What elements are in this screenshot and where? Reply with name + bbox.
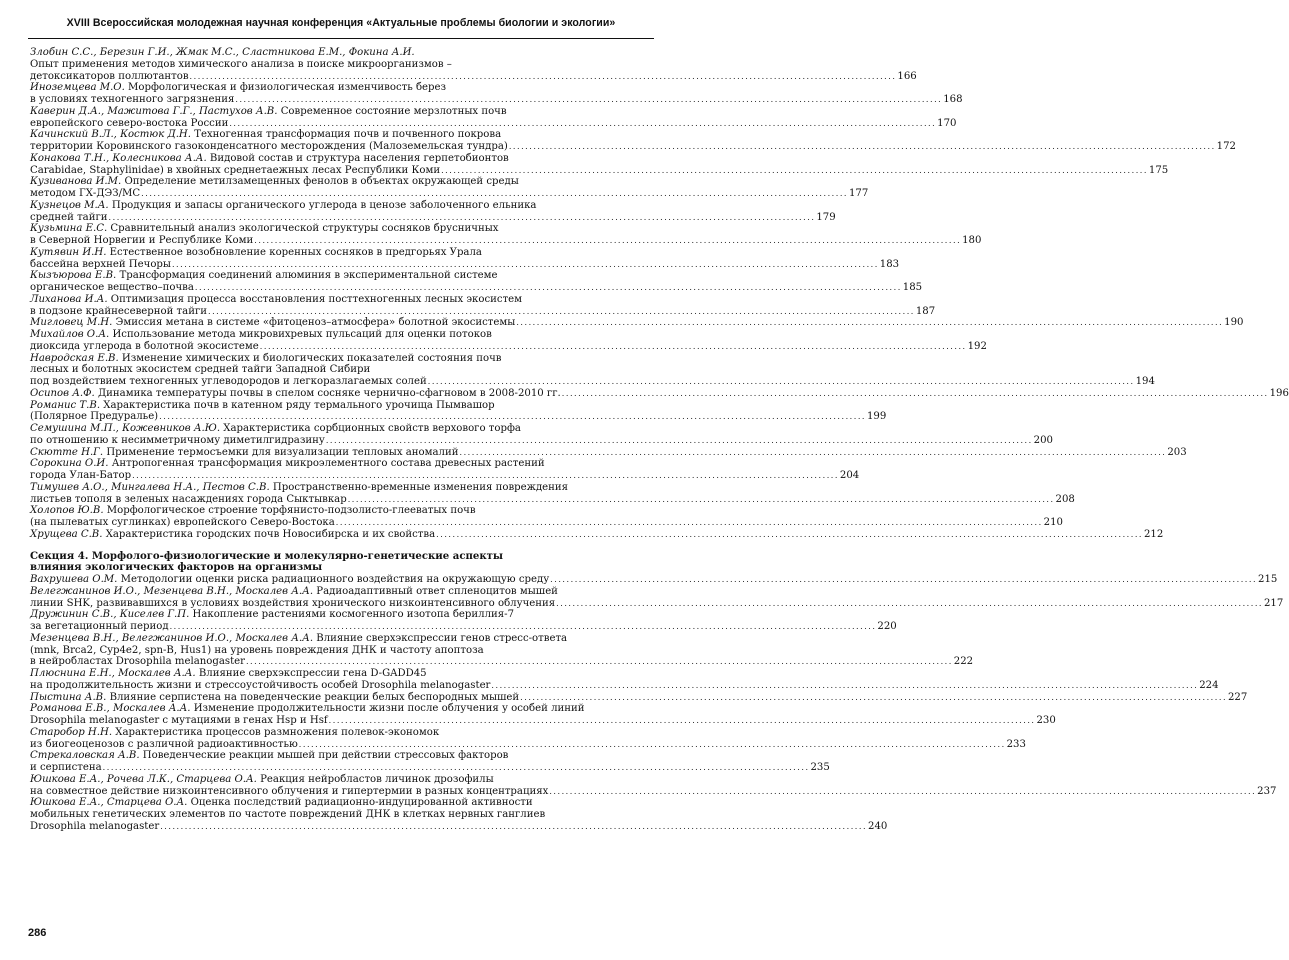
- table-of-contents: [30, 47, 1289, 833]
- entry-title-start: Естественное возобновление коренных сосняков в предгорьях Урала: [109, 246, 482, 258]
- entry-page: 222: [953, 656, 974, 668]
- entry-title-start: Современное состояние мерзлотных почв: [280, 105, 507, 117]
- entry-title-end: средней тайги: [30, 211, 108, 223]
- entry-page: 175: [1148, 164, 1169, 176]
- entry-last-line: [30, 785, 1277, 798]
- entry-title: Применение термосъемки для визуализации тепловых аномалий: [106, 446, 459, 458]
- entry-title-start: Поведенческие реакции мышей при действии стрессовых факторов: [142, 750, 509, 762]
- leader-dots: [229, 118, 934, 130]
- entry-last-line: [30, 376, 1155, 388]
- entry-title-start: Пространственно-временные изменения повреждения: [272, 481, 569, 493]
- entry-first-line: [30, 458, 652, 470]
- entry-title-end: методом ГХ-ДЭЗ/МС: [30, 188, 141, 199]
- entry-title-end: линии SHK, развивавшихся в условиях воздействия хронического низкоинтенсивного облучения: [30, 597, 556, 609]
- entry-first-line: [30, 47, 652, 59]
- leader-dots: [436, 529, 1141, 541]
- entry-authors: Велегжанинов И.О., Мезенцева В.Н., Москалев А.А.: [30, 585, 314, 597]
- entry-first-line: [30, 247, 652, 259]
- leader-dots: [329, 715, 1034, 727]
- entry-title-start: Радиоадаптивный ответ спленоцитов мышей: [316, 585, 558, 597]
- entry-last-line: [30, 164, 1169, 177]
- toc-entry: [30, 446, 1187, 459]
- entry-first-line: [30, 750, 652, 762]
- entry-authors: Старобор Н.Н.: [30, 726, 113, 738]
- entry-title-wrap: [30, 574, 549, 586]
- leader-dots: [549, 786, 1254, 798]
- toc-entry: [30, 423, 1053, 447]
- leader-dots: [509, 141, 1214, 153]
- entry-page: 217: [1263, 597, 1284, 609]
- entry-first-line: [30, 586, 652, 598]
- entry-title-end: органическое вещество–почва: [30, 282, 194, 293]
- leader-dots: [428, 376, 1133, 388]
- entry-page: 168: [943, 94, 963, 105]
- entry-authors: Вахрушева О.М.: [30, 574, 118, 585]
- entry-title-start: Трансформация соединений алюминия в экспериментальной системе: [119, 270, 498, 282]
- entry-authors: Юшкова Е.А., Рочева Л.К., Старцева О.А.: [30, 773, 257, 785]
- toc-part-1: [30, 47, 1289, 541]
- entry-title-end: и серпистена: [30, 762, 102, 773]
- leader-dots: [441, 165, 1146, 177]
- toc-entry: [30, 47, 917, 82]
- entry-authors: Кузьмина Е.С.: [30, 223, 108, 235]
- entry-page: 204: [839, 470, 860, 481]
- leader-dots: [520, 692, 1225, 704]
- entry-title-start: Оптимизация процесса восстановления посттехногенных лесных экосистем: [110, 293, 523, 305]
- entry-first-line: [30, 609, 652, 621]
- entry-last-line: [30, 305, 936, 318]
- page-number: 286: [28, 927, 47, 939]
- entry-page: 235: [810, 762, 830, 773]
- entry-title-start: Влияние сверхэкспрессии гена D-GADD45: [198, 668, 427, 679]
- entry-title-start: Изменение химических и биологических показателей состояния почв: [121, 352, 502, 364]
- entry-page: 210: [1043, 517, 1063, 528]
- entry-first-line: [30, 505, 652, 517]
- entry-first-line: [30, 200, 652, 212]
- entry-page: 194: [1135, 376, 1155, 387]
- toc-entry: [30, 668, 1219, 692]
- leader-dots: [556, 598, 1261, 610]
- entry-title-end: в подзоне крайнесеверной тайги: [30, 305, 207, 317]
- entry-title-line: [30, 446, 1187, 459]
- entry-title-line: [30, 528, 1164, 541]
- entry-first-line: [30, 270, 652, 282]
- toc-entry: [30, 574, 1278, 586]
- entry-authors: Скютте Н.Г.: [30, 446, 104, 458]
- entry-last-line: [30, 340, 987, 353]
- entry-first-line: [30, 176, 652, 188]
- entry-last-line: [30, 656, 974, 668]
- leader-dots: [260, 341, 965, 353]
- entry-title-end: за вегетационный период: [30, 621, 169, 632]
- leader-dots: [109, 212, 814, 224]
- entry-title-end: детоксикаторов поллютантов: [30, 70, 189, 82]
- entry-last-line: [30, 762, 830, 774]
- entry-title-end: Drosophila melanogaster с мутациями в генах Hsp и Hsf: [30, 715, 328, 726]
- leader-dots: [550, 574, 1255, 586]
- entry-title-line: [30, 387, 1289, 400]
- entry-title-start: Техногенная трансформация почв и почвенного покрова: [194, 129, 502, 141]
- toc-entry: [30, 505, 1063, 529]
- leader-dots: [195, 282, 900, 294]
- entry-authors: Романова Е.В., Москалев А.А.: [30, 703, 191, 715]
- section-heading: [30, 551, 652, 575]
- section-title-line-1: Секция 4. Морфолого-физиологические и молекулярно-генетические аспекты: [30, 549, 504, 562]
- leader-dots: [326, 435, 1031, 447]
- toc-entry: [30, 585, 1284, 610]
- entry-last-line: [30, 117, 957, 130]
- entry-title-end: города Улан-Батор: [30, 470, 132, 481]
- entry-last-line: [30, 235, 982, 247]
- entry-title-wrap: [30, 317, 515, 329]
- entry-page: 190: [1224, 317, 1244, 329]
- entry-authors: Юшкова Е.А., Старцева О.А.: [30, 797, 188, 809]
- entry-title-start: Антропогенная трансформация микроэлементного состава древесных растений: [111, 458, 545, 470]
- entry-authors: Иноземцева М.О.: [30, 82, 125, 94]
- toc-entry: [30, 632, 974, 668]
- entry-last-line: [30, 94, 963, 106]
- entry-first-line: [30, 703, 652, 715]
- entry-authors: Злобин С.С., Березин Г.И., Жмак М.С., Сластникова Е.М., Фокина А.И.: [30, 47, 415, 58]
- entry-page: 240: [868, 820, 888, 832]
- entry-title-start: Изменение продолжительности жизни после облучения у особей линий: [193, 703, 585, 715]
- entry-title-start: Накопление растениями космогенного изотопа бериллия-7: [192, 609, 515, 621]
- leader-dots: [246, 656, 951, 668]
- entry-title-start: Морфологическое строение торфянисто-подзолисто-глееватых почв: [106, 505, 476, 517]
- entry-page: 203: [1167, 446, 1187, 458]
- entry-title-start: Реакция нейробластов личинок дрозофилы: [260, 773, 494, 785]
- toc-entry: [30, 773, 1277, 798]
- entry-first-line: [30, 153, 652, 165]
- entry-last-line: [30, 282, 923, 294]
- entry-title-end: (на пылеватых суглинках) европейского Северо-Востока: [30, 517, 335, 528]
- entry-last-line: [30, 738, 1026, 751]
- entry-last-line: [30, 493, 1075, 506]
- toc-entry: [30, 270, 923, 294]
- entry-authors: Хрущева С.В.: [30, 528, 103, 540]
- entry-page: 200: [1033, 434, 1053, 446]
- leader-dots: [103, 762, 808, 774]
- entry-last-line: [30, 470, 860, 482]
- entry-authors: Сорокина О.И.: [30, 458, 109, 470]
- leader-dots: [562, 388, 1267, 400]
- entry-authors: Семушина М.П., Кожевников А.Ю.: [30, 423, 221, 434]
- toc-entry: [30, 726, 1026, 751]
- entry-title-start: Определение метилзамещенных фенолов в объектах окружающей среды: [124, 176, 519, 188]
- entry-authors: Осипов А.Ф.: [30, 387, 95, 399]
- entry-title-start: Оценка последствий радиационно-индуцированной активности: [190, 797, 533, 809]
- entry-last-line: [30, 258, 900, 271]
- entry-title-end: Drosophila melanogaster: [30, 820, 160, 832]
- entry-last-line: [30, 597, 1284, 610]
- entry-page: 170: [937, 117, 957, 129]
- entry-page: 180: [962, 235, 982, 246]
- leader-dots: [170, 621, 875, 633]
- entry-last-line: [30, 679, 1219, 692]
- toc-entry: [30, 246, 900, 271]
- entry-title-end: в условиях техногенного загрязнения: [30, 94, 235, 105]
- entry-page: 166: [897, 70, 917, 82]
- entry-title-end: на совместное действие низкоинтенсивного облучения и гипертермии в разных концентрациях: [30, 785, 549, 797]
- entry-authors: Мезенцева В.Н., Велегжанинов И.О., Москалев А.А.: [30, 632, 314, 644]
- entry-authors: Мигловец М.Н.: [30, 317, 113, 329]
- toc-entry: [30, 176, 869, 200]
- entry-authors: Плюснина Е.Н., Москалев А.А.: [30, 668, 196, 679]
- entry-title-wrap: [30, 447, 459, 459]
- entry-authors: Михайлов О.А.: [30, 329, 110, 340]
- leader-dots: [132, 470, 837, 482]
- entry-first-line: [30, 423, 652, 435]
- entry-title-wrap: [30, 692, 519, 704]
- entry-authors: Навродская Е.В.: [30, 352, 119, 364]
- entry-title: Динамика температуры почвы в спелом сосняке чернично-сфагновом в 2008-2010 гг.: [97, 387, 561, 399]
- entry-authors: Кузнецов М.А.: [30, 199, 109, 211]
- entry-page: 179: [816, 211, 836, 223]
- leader-dots: [254, 235, 959, 247]
- entry-title-end: под воздействием техногенных углеводородов и легкоразлагаемых солей: [30, 376, 427, 387]
- entry-page: 172: [1216, 141, 1236, 152]
- entry-title-start: Использование метода микровихревых пульсаций для оценки потоков: [112, 329, 492, 340]
- entry-title: Влияние серпистена на поведенческие реакции белых беспородных мышей: [109, 691, 520, 703]
- entry-title-end: (Полярное Предуралье): [30, 411, 159, 423]
- entry-last-line: [30, 141, 1236, 153]
- entry-title-wrap: [30, 529, 435, 541]
- entry-title-end: в нейробластах Drosophila melanogaster: [30, 656, 245, 668]
- leader-dots: [160, 821, 865, 833]
- entry-authors: Лиханова И.А.: [30, 293, 108, 305]
- toc-entry: [30, 199, 836, 224]
- entry-title-start: Характеристика процессов размножения полевок-экономок: [115, 726, 440, 738]
- entry-authors: Пыстина А.В.: [30, 691, 107, 703]
- entry-page: 196: [1269, 387, 1289, 399]
- entry-first-line: [30, 223, 652, 235]
- entry-first-line: [30, 82, 652, 94]
- leader-dots: [190, 71, 895, 83]
- entry-title-end: из биогеоценозов с различной радиоактивностью: [30, 738, 298, 750]
- entry-title-start: Сравнительный анализ экологической структуры сосняков брусничных: [110, 223, 499, 235]
- entry-page: 177: [848, 188, 869, 199]
- entry-title: Характеристика городских почв Новосибирска и их свойства: [105, 528, 436, 540]
- entry-title-end: Carabidae, Staphylinidae) в хвойных среднетаежных лесах Республики Коми: [30, 164, 441, 176]
- entry-first-line: [30, 106, 652, 118]
- header-rule: [28, 38, 654, 39]
- toc-entry: [30, 750, 830, 774]
- toc-entry: [30, 152, 1169, 177]
- toc-entry: [30, 399, 887, 424]
- entry-title-start: Видовой состав и структура населения герпетобионтов: [209, 152, 509, 164]
- entry-title-end: территории Коровинского газоконденсатного месторождения (Малоземельская тундра): [30, 141, 508, 152]
- leader-dots: [141, 188, 846, 200]
- entry-title-end: диоксида углерода в болотной экосистеме: [30, 340, 259, 352]
- toc-entry: [30, 797, 888, 832]
- entry-last-line: [30, 517, 1063, 529]
- entry-authors: Качинский В.Л., Костюк Д.Н.: [30, 129, 191, 141]
- entry-last-line: [30, 70, 917, 83]
- leader-dots: [491, 680, 1196, 692]
- leader-dots: [299, 739, 1004, 751]
- entry-title-line: мобильных генетических элементов по частоте повреждений ДНК в клетках нервных ганглиев: [30, 809, 546, 820]
- entry-authors: Стрекаловская А.В.: [30, 750, 140, 762]
- entry-page: 212: [1143, 528, 1164, 540]
- entry-title: Эмиссия метана в системе «фитоценоз–атмосфера» болотной экосистемы: [115, 317, 516, 329]
- entry-page: 183: [879, 258, 900, 270]
- entry-title-line: Опыт применения методов химического анализа в поиске микроорганизмов –: [30, 58, 452, 70]
- entry-title-end: бассейна верхней Печоры: [30, 258, 171, 270]
- entry-authors: Тимушев А.О., Мингалева Н.А., Пестов С.В.: [30, 481, 270, 493]
- entry-authors: Дружинин С.В., Киселев Г.П.: [30, 609, 190, 621]
- entry-title-wrap: [30, 388, 561, 400]
- toc-entry: [30, 458, 860, 482]
- entry-title-end: на продолжительность жизни и стрессоустойчивость особей Drosophila melanogaster: [30, 679, 491, 691]
- toc-entry: [30, 82, 963, 106]
- entry-title-line: лесных и болотных экосистем средней тайги Западной Сибири: [30, 364, 371, 376]
- toc-entry: [30, 129, 1236, 153]
- entry-first-line: [30, 797, 652, 809]
- entry-title-end: в Северной Норвегии и Республике Коми: [30, 235, 254, 246]
- entry-first-line: [30, 774, 652, 786]
- entry-title: Методологии оценки риска радиационного воздействия на окружающую среду: [120, 574, 550, 585]
- entry-last-line: [30, 411, 887, 423]
- entry-title-line: [30, 317, 1244, 329]
- toc-entry: [30, 105, 957, 130]
- entry-first-line: [30, 727, 652, 739]
- entry-authors: Кузиванова И.М.: [30, 176, 122, 188]
- entry-title-start: Продукция и запасы органического углерода в ценозе заболоченного ельника: [111, 199, 537, 211]
- entry-authors: Каверин Д.А., Мажитова Г.Г., Пастухов А.В.: [30, 105, 278, 117]
- toc-entry: [30, 609, 897, 633]
- entry-page: 233: [1006, 738, 1026, 750]
- entry-authors: Романис Т.В.: [30, 399, 101, 411]
- entry-last-line: [30, 820, 888, 833]
- entry-page: 185: [902, 282, 923, 293]
- toc-entry: [30, 293, 936, 318]
- entry-authors: Холопов Ю.В.: [30, 505, 104, 517]
- leader-dots: [235, 94, 940, 106]
- entry-last-line: [30, 434, 1053, 447]
- entry-title-start: Морфологическая и физиологическая изменчивость берез: [128, 82, 447, 94]
- entry-title-end: по отношению к несимметричному диметилгидразину: [30, 434, 325, 446]
- toc-part-2: [30, 574, 1284, 833]
- toc-entry: [30, 691, 1248, 704]
- entry-page: 224: [1199, 679, 1219, 691]
- entry-authors: Кутявин И.Н.: [30, 246, 107, 258]
- leader-dots: [208, 306, 913, 318]
- entry-title-end: европейского северо-востока России: [30, 117, 229, 129]
- entry-title-start: Характеристика почв в катенном ряду термального урочища Пымвашор: [103, 399, 495, 411]
- leader-dots: [460, 447, 1165, 459]
- section-gap: [30, 541, 652, 551]
- toc-entry: [30, 317, 1244, 329]
- entry-title-start: Влияние сверхэкспрессии генов стресс-ответа: [316, 632, 568, 644]
- toc-entry: [30, 481, 1075, 506]
- toc-entry: [30, 387, 1289, 400]
- entry-page: 215: [1258, 574, 1278, 585]
- entry-page: 199: [866, 411, 887, 423]
- entry-title-line: [30, 574, 1278, 586]
- toc-entry: [30, 528, 1164, 541]
- entry-title-line: [30, 691, 1248, 704]
- entry-page: 227: [1227, 691, 1248, 703]
- toc-entry: [30, 329, 987, 353]
- leader-dots: [336, 517, 1041, 529]
- entry-page: 230: [1036, 715, 1056, 726]
- entry-first-line: [30, 329, 652, 341]
- entry-first-line: [30, 400, 652, 412]
- leader-dots: [516, 317, 1221, 329]
- entry-first-line: [30, 353, 652, 365]
- entry-title-end: листьев тополя в зеленых насаждениях города Сыктывкар: [30, 493, 347, 505]
- entry-first-line: [30, 668, 652, 680]
- toc-entry: [30, 352, 1155, 388]
- entry-authors: Конакова Т.Н., Колесникова А.А.: [30, 152, 207, 164]
- leader-dots: [159, 411, 864, 423]
- section-title-line-2: влияния экологических факторов на организмы: [30, 561, 323, 574]
- entry-last-line: [30, 211, 836, 224]
- entry-authors: Кызъюрова Е.В.: [30, 270, 117, 282]
- entry-title-start: Характеристика сорбционных свойств верхового торфа: [223, 423, 521, 434]
- toc-entry: [30, 223, 982, 247]
- entry-title-line: (mnk, Brca2, Cyp4e2, spn-B, Hus1) на уровень повреждения ДНК и частоту апоптоза: [30, 644, 484, 656]
- entry-page: 187: [915, 305, 936, 317]
- entry-first-line: [30, 294, 652, 306]
- entry-page: 208: [1055, 493, 1075, 505]
- entry-last-line: [30, 188, 869, 200]
- entry-page: 192: [967, 340, 987, 352]
- leader-dots: [348, 494, 1053, 506]
- entry-first-line: [30, 482, 652, 494]
- leader-dots: [172, 259, 877, 271]
- toc-entry: [30, 703, 1056, 727]
- entry-last-line: [30, 715, 1056, 727]
- entry-first-line: [30, 633, 652, 645]
- entry-page: 237: [1257, 785, 1277, 797]
- entry-last-line: [30, 621, 897, 633]
- entry-page: 220: [877, 621, 897, 632]
- running-header: XVIII Всероссийская молодежная научная конференция «Актуальные проблемы биологии и экологии»: [66, 17, 616, 29]
- entry-first-line: [30, 129, 652, 141]
